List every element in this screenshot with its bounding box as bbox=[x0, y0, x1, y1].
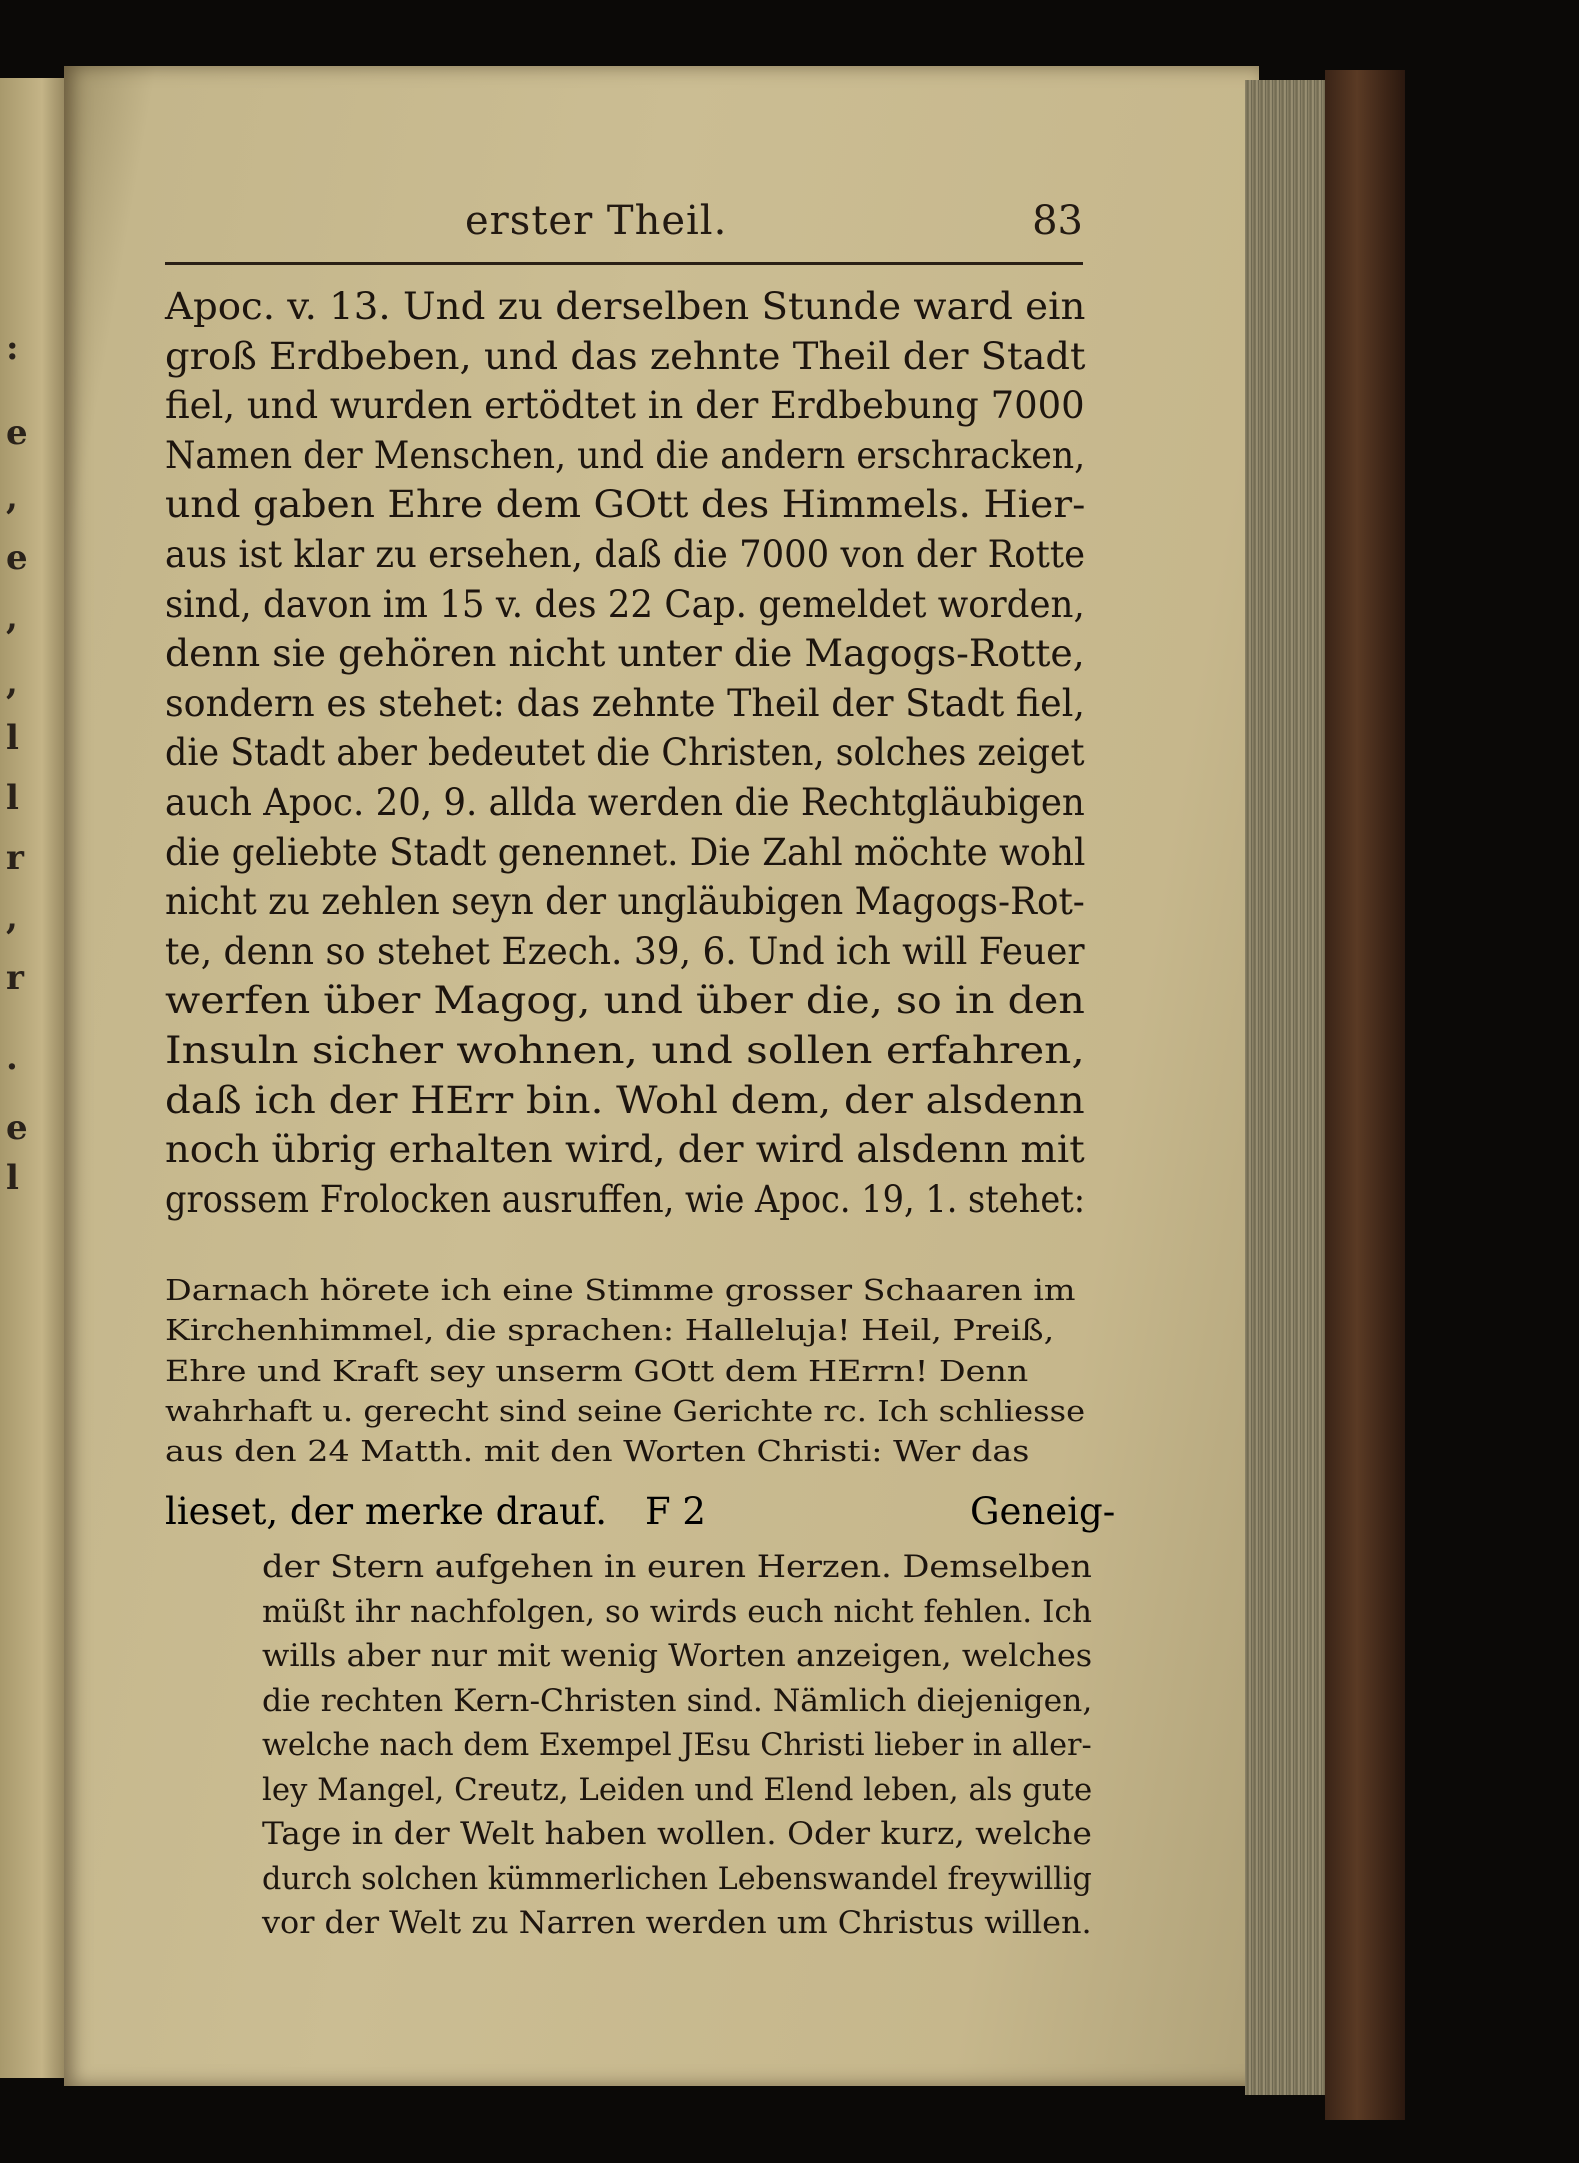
quote-line: Kirchenhimmel, die sprachen: Halleluja! Heil, Preiß, bbox=[165, 1313, 1055, 1348]
left-page-edge bbox=[0, 78, 70, 2078]
quote-line: wahrhaft u. gerecht sind seine Gerichte rc. Ich schliesse bbox=[165, 1393, 1086, 1428]
text-line: Apoc. v. 13. Und zu derselben Stunde ward ein bbox=[165, 285, 1086, 328]
left-page-glyph: e bbox=[6, 413, 28, 453]
text-line: fiel, und wurden ertödtet in der Erdbebung 7000 bbox=[165, 384, 1085, 428]
lower-line: wills aber nur mit wenig Worten anzeigen, welches bbox=[262, 1638, 1093, 1674]
lower-line: der Stern aufgehen in euren Herzen. Demselben bbox=[262, 1549, 1092, 1585]
text-line: noch übrig erhalten wird, der wird alsdenn mit bbox=[165, 1128, 1085, 1172]
left-page-glyph: e bbox=[6, 538, 28, 578]
lower-line: welche nach dem Exempel JEsu Christi lieber in aller- bbox=[262, 1727, 1092, 1763]
lower-line: ley Mangel, Creutz, Leiden und Elend leben, als gute bbox=[262, 1771, 1093, 1808]
text-line: auch Apoc. 20, 9. allda werden die Rechtgläubigen bbox=[165, 780, 1085, 824]
left-page-glyph: l bbox=[6, 718, 19, 758]
lower-line: Tage in der Welt haben wollen. Oder kurz, welche bbox=[262, 1816, 1092, 1852]
text-line: sind, davon im 15 v. des 22 Cap. gemeldet worden, bbox=[165, 582, 1085, 626]
text-line: denn sie gehören nicht unter die Magogs-Rotte, bbox=[165, 632, 1085, 676]
quote-line: aus den 24 Matth. mit den Worten Christi: Wer das bbox=[165, 1434, 1030, 1469]
quote-line: Ehre und Kraft sey unserm GOtt dem HErrn! Denn bbox=[165, 1353, 1029, 1388]
text-line: grossem Frolocken ausruffen, wie Apoc. 19, 1. stehet: bbox=[165, 1177, 1086, 1221]
text-line: groß Erdbeben, und das zehnte Theil der Stadt bbox=[165, 334, 1086, 378]
left-page-glyph: , bbox=[6, 898, 18, 938]
signature-mark: F 2 bbox=[645, 1490, 706, 1533]
page-number: 83 bbox=[1032, 198, 1083, 244]
left-page-glyph: , bbox=[6, 598, 18, 638]
left-page-glyph: e bbox=[6, 1108, 28, 1148]
lower-line: durch solchen kümmerlichen Lebenswandel freywillig bbox=[262, 1860, 1092, 1897]
left-page-glyph: l bbox=[6, 1158, 19, 1198]
text-line: Insuln sicher wohnen, und sollen erfahren, bbox=[165, 1028, 1085, 1072]
text-line: sondern es stehet: das zehnte Theil der Stadt fiel, bbox=[165, 681, 1085, 725]
main-text bbox=[165, 282, 1178, 1224]
left-page-glyph: . bbox=[6, 1038, 18, 1078]
lower-line: vor der Welt zu Narren werden um Christus willen. bbox=[262, 1905, 1092, 1941]
book-binding bbox=[1325, 70, 1405, 2120]
left-page-glyph: , bbox=[6, 663, 18, 703]
page-header bbox=[165, 198, 1085, 258]
text-line: die geliebte Stadt genennet. Die Zahl möchte wohl bbox=[165, 830, 1086, 874]
catchword: Geneig- bbox=[970, 1490, 1116, 1533]
lower-line: müßt ihr nachfolgen, so wirds euch nicht fehlen. Ich bbox=[262, 1593, 1093, 1630]
left-page-glyph: , bbox=[6, 478, 18, 518]
bleed-through-text bbox=[262, 1545, 1114, 1946]
text-line: daß ich der HErr bin. Wohl dem, der alsdenn bbox=[165, 1078, 1085, 1122]
left-page-glyph: l bbox=[6, 778, 19, 818]
lower-line: die rechten Kern-Christen sind. Nämlich diejenigen, bbox=[262, 1682, 1093, 1719]
text-line: werfen über Magog, und über die, so in den bbox=[165, 979, 1085, 1023]
left-page-glyph: r bbox=[6, 838, 24, 878]
text-line: nicht zu zehlen seyn der ungläubigen Magogs-Rot- bbox=[165, 880, 1085, 924]
left-page-glyph: : bbox=[6, 328, 19, 368]
text-line: aus ist klar zu ersehen, daß die 7000 von der Rotte bbox=[165, 532, 1086, 576]
text-line: die Stadt aber bedeutet die Christen, solches zeiget bbox=[165, 731, 1085, 775]
running-title: erster Theil. bbox=[465, 198, 728, 244]
quote-line: Darnach hörete ich eine Stimme grosser Schaaren im bbox=[165, 1273, 1076, 1307]
left-page-glyph: r bbox=[6, 958, 24, 998]
header-rule bbox=[165, 262, 1083, 265]
quotation-text bbox=[165, 1270, 1086, 1471]
text-line: te, denn so stehet Ezech. 39, 6. Und ich will Feuer bbox=[165, 929, 1085, 973]
last-text-line: lieset, der merke drauf. bbox=[165, 1490, 608, 1533]
text-line: Namen der Menschen, und die andern erschracken, bbox=[165, 433, 1086, 477]
text-line: und gaben Ehre dem GOtt des Himmels. Hier- bbox=[165, 483, 1086, 527]
